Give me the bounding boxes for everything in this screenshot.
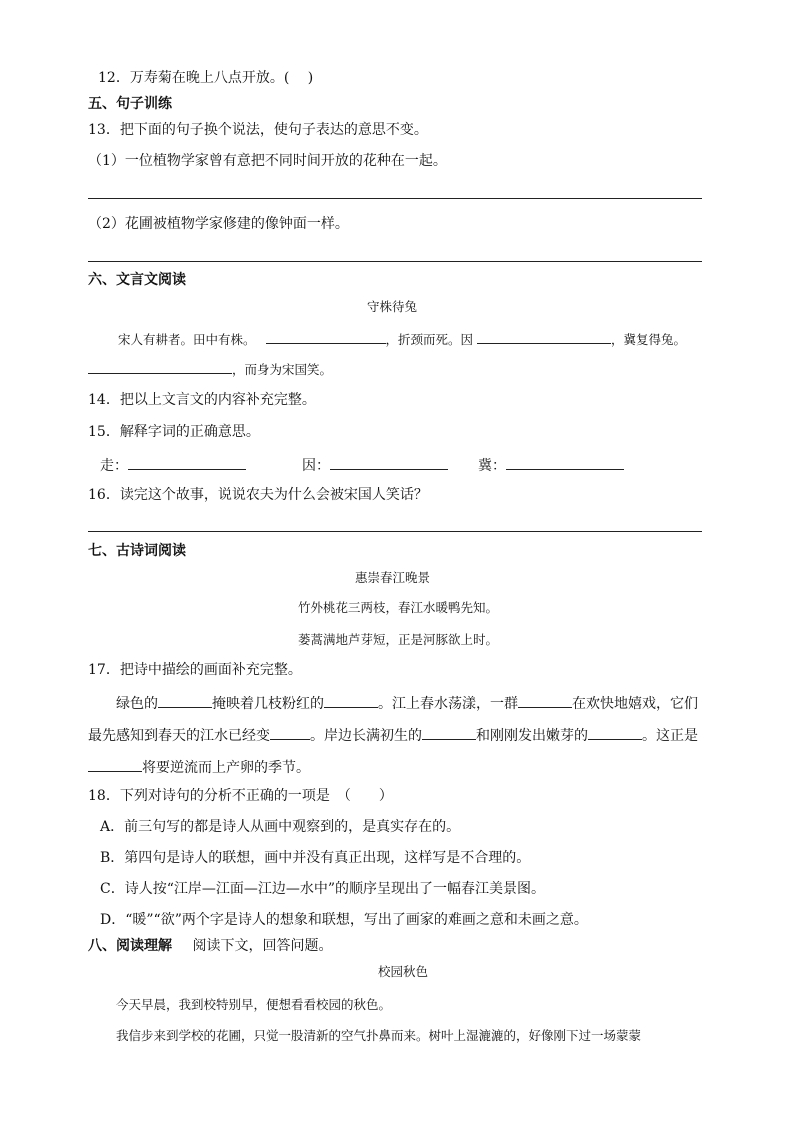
q17-text-e: 最先感知到春天的江水已经变 <box>88 728 270 744</box>
question-12: 12．万寿菊在晚上八点开放。( ) <box>98 70 314 86</box>
q17-paragraph-line-1 <box>116 692 698 714</box>
question-13: 13．把下面的句子换个说法，使句子表达的意思不变。 <box>88 122 428 138</box>
story-text-c: ，冀复得兔。 <box>611 332 687 347</box>
q17-text-i: 将要逆流而上产卵的季节。 <box>142 760 310 776</box>
word-ji-label: 冀： <box>478 458 506 474</box>
poem-line-2: 蒌蒿满地芦芽短，正是河豚欲上时。 <box>298 632 499 647</box>
word-ji-blank[interactable] <box>506 454 624 470</box>
q17-blank-6[interactable] <box>588 724 642 740</box>
poem-title: 惠崇春江晚景 <box>355 570 431 585</box>
option-a[interactable]: A．前三句写的都是诗人从画中观察到的，是真实存在的。 <box>100 819 461 835</box>
section-6-heading: 六、文言文阅读 <box>88 272 186 288</box>
answer-line-16[interactable] <box>88 531 702 532</box>
reading-title: 校园秋色 <box>378 964 429 979</box>
section-8-heading: 八、阅读理解 <box>88 938 172 954</box>
question-13-item-1: （1）一位植物学家曾有意把不同时间开放的花种在一起。 <box>88 153 447 169</box>
story-line-2 <box>88 358 332 380</box>
q17-blank-5[interactable] <box>422 724 476 740</box>
q17-text-a: 绿色的 <box>116 696 158 712</box>
story-blank-1[interactable] <box>266 328 386 344</box>
option-b[interactable]: B．第四句是诗人的联想，画中并没有真正出现，这样写是不合理的。 <box>100 850 531 866</box>
q17-paragraph-line-2 <box>88 724 698 746</box>
section-7-heading: 七、古诗词阅读 <box>88 543 186 559</box>
reading-paragraph-1: 今天早晨，我到校特别早，便想看看校园的秋色。 <box>116 997 392 1012</box>
question-13-item-2: （2）花圃被植物学家修建的像钟面一样。 <box>88 216 349 232</box>
word-yin-blank[interactable] <box>330 454 448 470</box>
reading-paragraph-2: 我信步来到学校的花圃，只觉一股清新的空气扑鼻而来。树叶上湿漉漉的，好像刚下过一场蒙蒙 <box>116 1028 642 1043</box>
story-blank-2[interactable] <box>477 328 611 344</box>
q17-blank-7[interactable] <box>88 756 142 772</box>
story-text-a: 宋人有耕者。田中有株。 <box>118 332 256 347</box>
q17-text-g: 和刚刚发出嫩芽的 <box>476 728 588 744</box>
q17-text-c: 。江上春水荡漾，一群 <box>378 696 518 712</box>
word-zou-row <box>100 454 246 476</box>
option-c[interactable]: C．诗人按“江岸—江面—江边—水中”的顺序呈现出了一幅春江美景图。 <box>100 881 546 897</box>
answer-line-13-2[interactable] <box>88 261 702 262</box>
question-18: 18．下列对诗句的分析不正确的一项是 （ ） <box>88 788 393 804</box>
q17-blank-2[interactable] <box>324 692 378 708</box>
word-yin-row <box>302 454 448 476</box>
section-5-heading: 五、句子训练 <box>88 96 172 112</box>
story-blank-3[interactable] <box>88 358 232 374</box>
q17-text-b: 掩映着几枝粉红的 <box>212 696 324 712</box>
word-ji-row <box>478 454 624 476</box>
story-text-d: ，而身为宋国笑。 <box>232 362 333 377</box>
word-zou-blank[interactable] <box>128 454 246 470</box>
question-15: 15．解释字词的正确意思。 <box>88 424 260 440</box>
q17-text-f: 。岸边长满初生的 <box>310 728 422 744</box>
q17-blank-4[interactable] <box>270 724 310 740</box>
answer-line-13-1[interactable] <box>88 198 702 199</box>
q17-text-d: 在欢快地嬉戏，它们 <box>572 696 698 712</box>
story-line-1 <box>118 328 686 350</box>
question-14: 14．把以上文言文的内容补充完整。 <box>88 392 316 408</box>
story-text-b: ，折颈而死。因 <box>385 332 474 347</box>
option-d[interactable]: D．“暖”“欲”两个字是诗人的想象和联想，写出了画家的难画之意和未画之意。 <box>100 912 588 928</box>
q17-blank-3[interactable] <box>518 692 572 708</box>
question-17: 17．把诗中描绘的画面补充完整。 <box>88 662 302 678</box>
section-8-instruction: 阅读下文，回答问题。 <box>192 938 333 954</box>
q17-blank-1[interactable] <box>158 692 212 708</box>
story-title: 守株待兔 <box>367 299 418 314</box>
question-16: 16．读完这个故事，说说农夫为什么会被宋国人笑话？ <box>88 487 428 503</box>
word-zou-label: 走： <box>100 458 128 474</box>
poem-line-1: 竹外桃花三两枝，春江水暖鸭先知。 <box>298 600 499 615</box>
q17-paragraph-line-3 <box>88 756 310 778</box>
q17-text-h: 。这正是 <box>642 728 698 744</box>
word-yin-label: 因： <box>302 458 330 474</box>
section-8-heading-row <box>88 936 332 956</box>
